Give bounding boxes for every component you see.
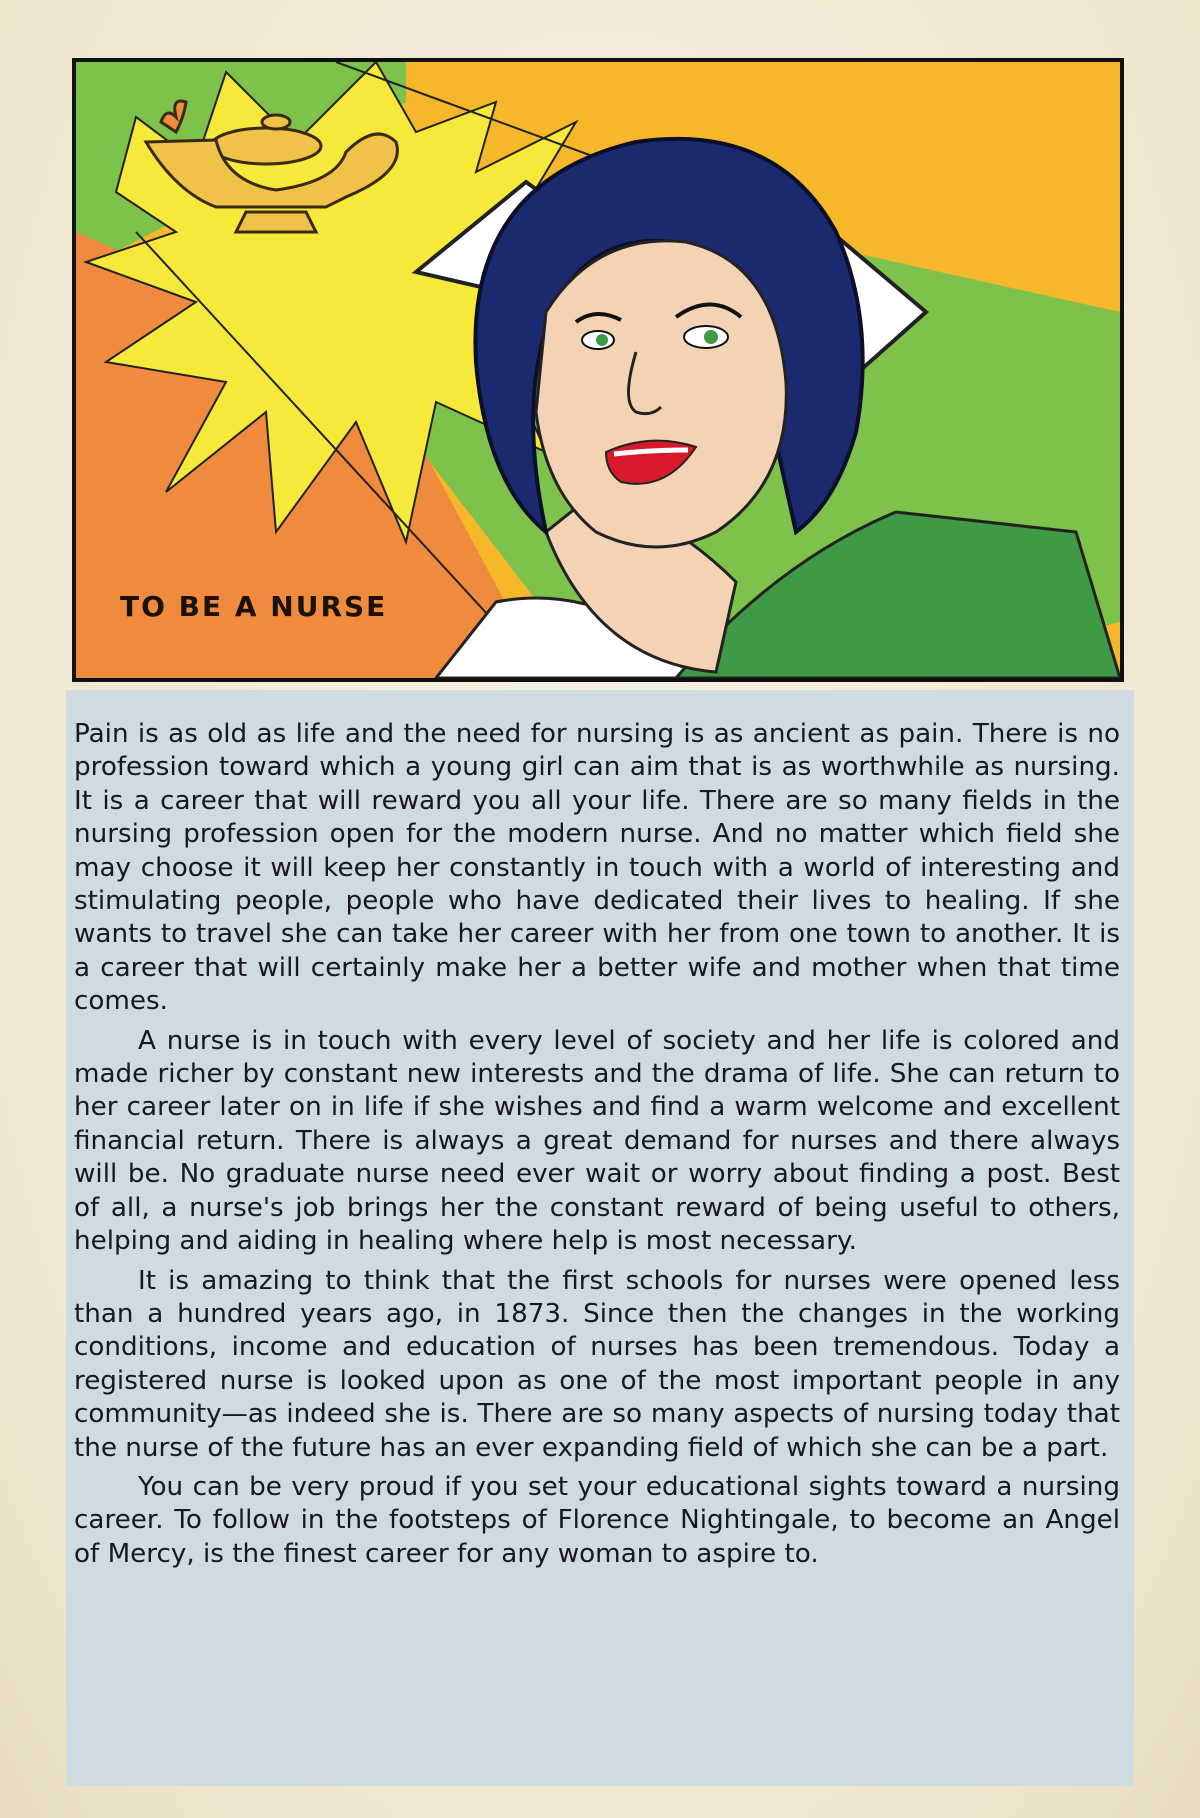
panel-title: TO BE A NURSE [120,590,388,623]
iris [704,330,718,344]
article-paragraph-4: You can be very proud if you set your educational sights toward a nursing career. To follow in the footsteps of Florence Nightingale, to become an Angel of Mercy, is the finest career for any woman to aspire to. [74,1471,1120,1569]
illustration-panel [72,58,1124,682]
face [536,241,786,547]
article-paragraph-3: It is amazing to think that the first schools for nurses were opened less than a hundred years ago, in 1873. Since then the changes in the working conditions, income and education of nurses has been tremendous. Today a registered nurse is looked upon as one of the most important people in any community—as indeed she is. There are so many aspects of nursing today that the nurse of the future has an ever expanding field of which she can be a part. [74,1265,1120,1463]
article-paragraph-1: Pain is as old as life and the need for nursing is as ancient as pain. There is no profession toward which a young girl can aim that is as worthwhile as nursing. It is a career that will reward you all your life. There are so many fields in the nursing profession open for the modern nurse. And no matter which field she may choose it will keep her constantly in touch with a world of interesting and stimulating people, people who have dedicated their lives to healing. If she wants to travel she can take her career with her from one town to another. It is a career that will certainly make her a better wife and mother when that time comes. [74,719,1120,1017]
article-paragraph-2: A nurse is in touch with every level of society and her life is colored and made richer by constant new interests and the drama of life. She can return to her career later on in life if she wishes and find a warm welcome and excellent financial return. There is always a great demand for nurses and there always will be. No graduate nurse need ever wait or worry about finding a post. Best of all, a nurse's job brings her the constant reward of being useful to others, helping and aiding in healing where help is most necessary. [74,1025,1120,1257]
nurse-illustration [76,62,1120,678]
article-body [66,690,1134,1786]
iris [596,334,608,346]
